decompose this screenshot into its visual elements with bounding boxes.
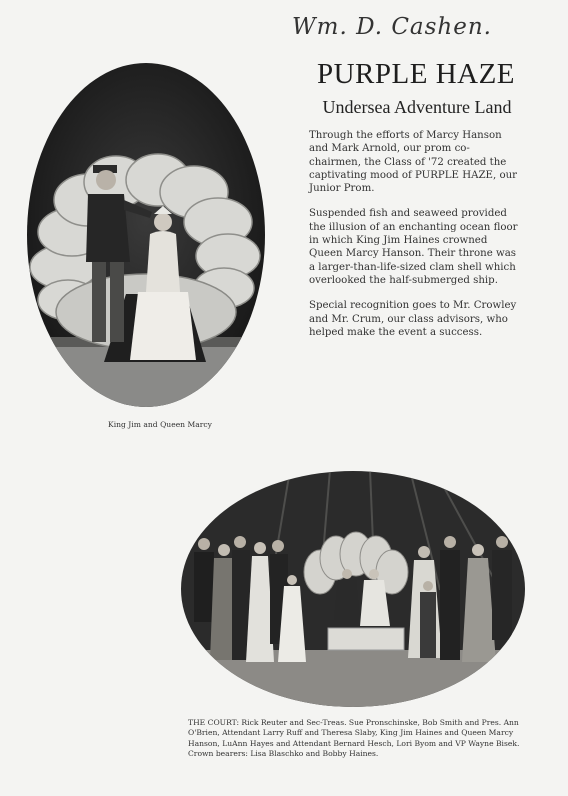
court-photo-caption: THE COURT: Rick Reuter and Sec-Treas. Sue Pronschinske, Bob Smith and Pres. Ann O'Brien, Attendant Larry Ruff and Theresa Slaby, King Jim Haines and Queen Marcy Hanson, LuAnn Hayes and Attendant Bernard Hesch, Lori Byom and VP Wayne Bisek. Crown bearers: Lisa Blaschko and Bobby Haines. bbox=[188, 718, 520, 759]
handwritten-signature: Wm. D. Cashen. bbox=[292, 14, 492, 40]
article-paragraph: Special recognition goes to Mr. Crowley and Mr. Crum, our class advisors, who helped make the event a success. bbox=[309, 300, 517, 338]
page-title: PURPLE HAZE bbox=[316, 58, 516, 90]
article-paragraph: Suspended fish and seaweed provided the illusion of an enchanting ocean floor in which King Jim Haines crowned Queen Marcy Hanson. Their throne was a larger-than-life-sized clam shell which overlooked the half-submerged ship. bbox=[309, 208, 518, 286]
article-paragraph: Through the efforts of Marcy Hanson and Mark Arnold, our prom co-chairmen, the Class of '72 created the captivating mood of PURPLE HAZE, our Junior Prom. bbox=[309, 130, 518, 195]
royalty-photo-caption: King Jim and Queen Marcy bbox=[108, 420, 212, 429]
article-body bbox=[309, 129, 519, 351]
court-group-photo bbox=[180, 470, 526, 708]
page-subtitle: Undersea Adventure Land bbox=[322, 97, 512, 117]
king-queen-photo bbox=[26, 62, 266, 408]
